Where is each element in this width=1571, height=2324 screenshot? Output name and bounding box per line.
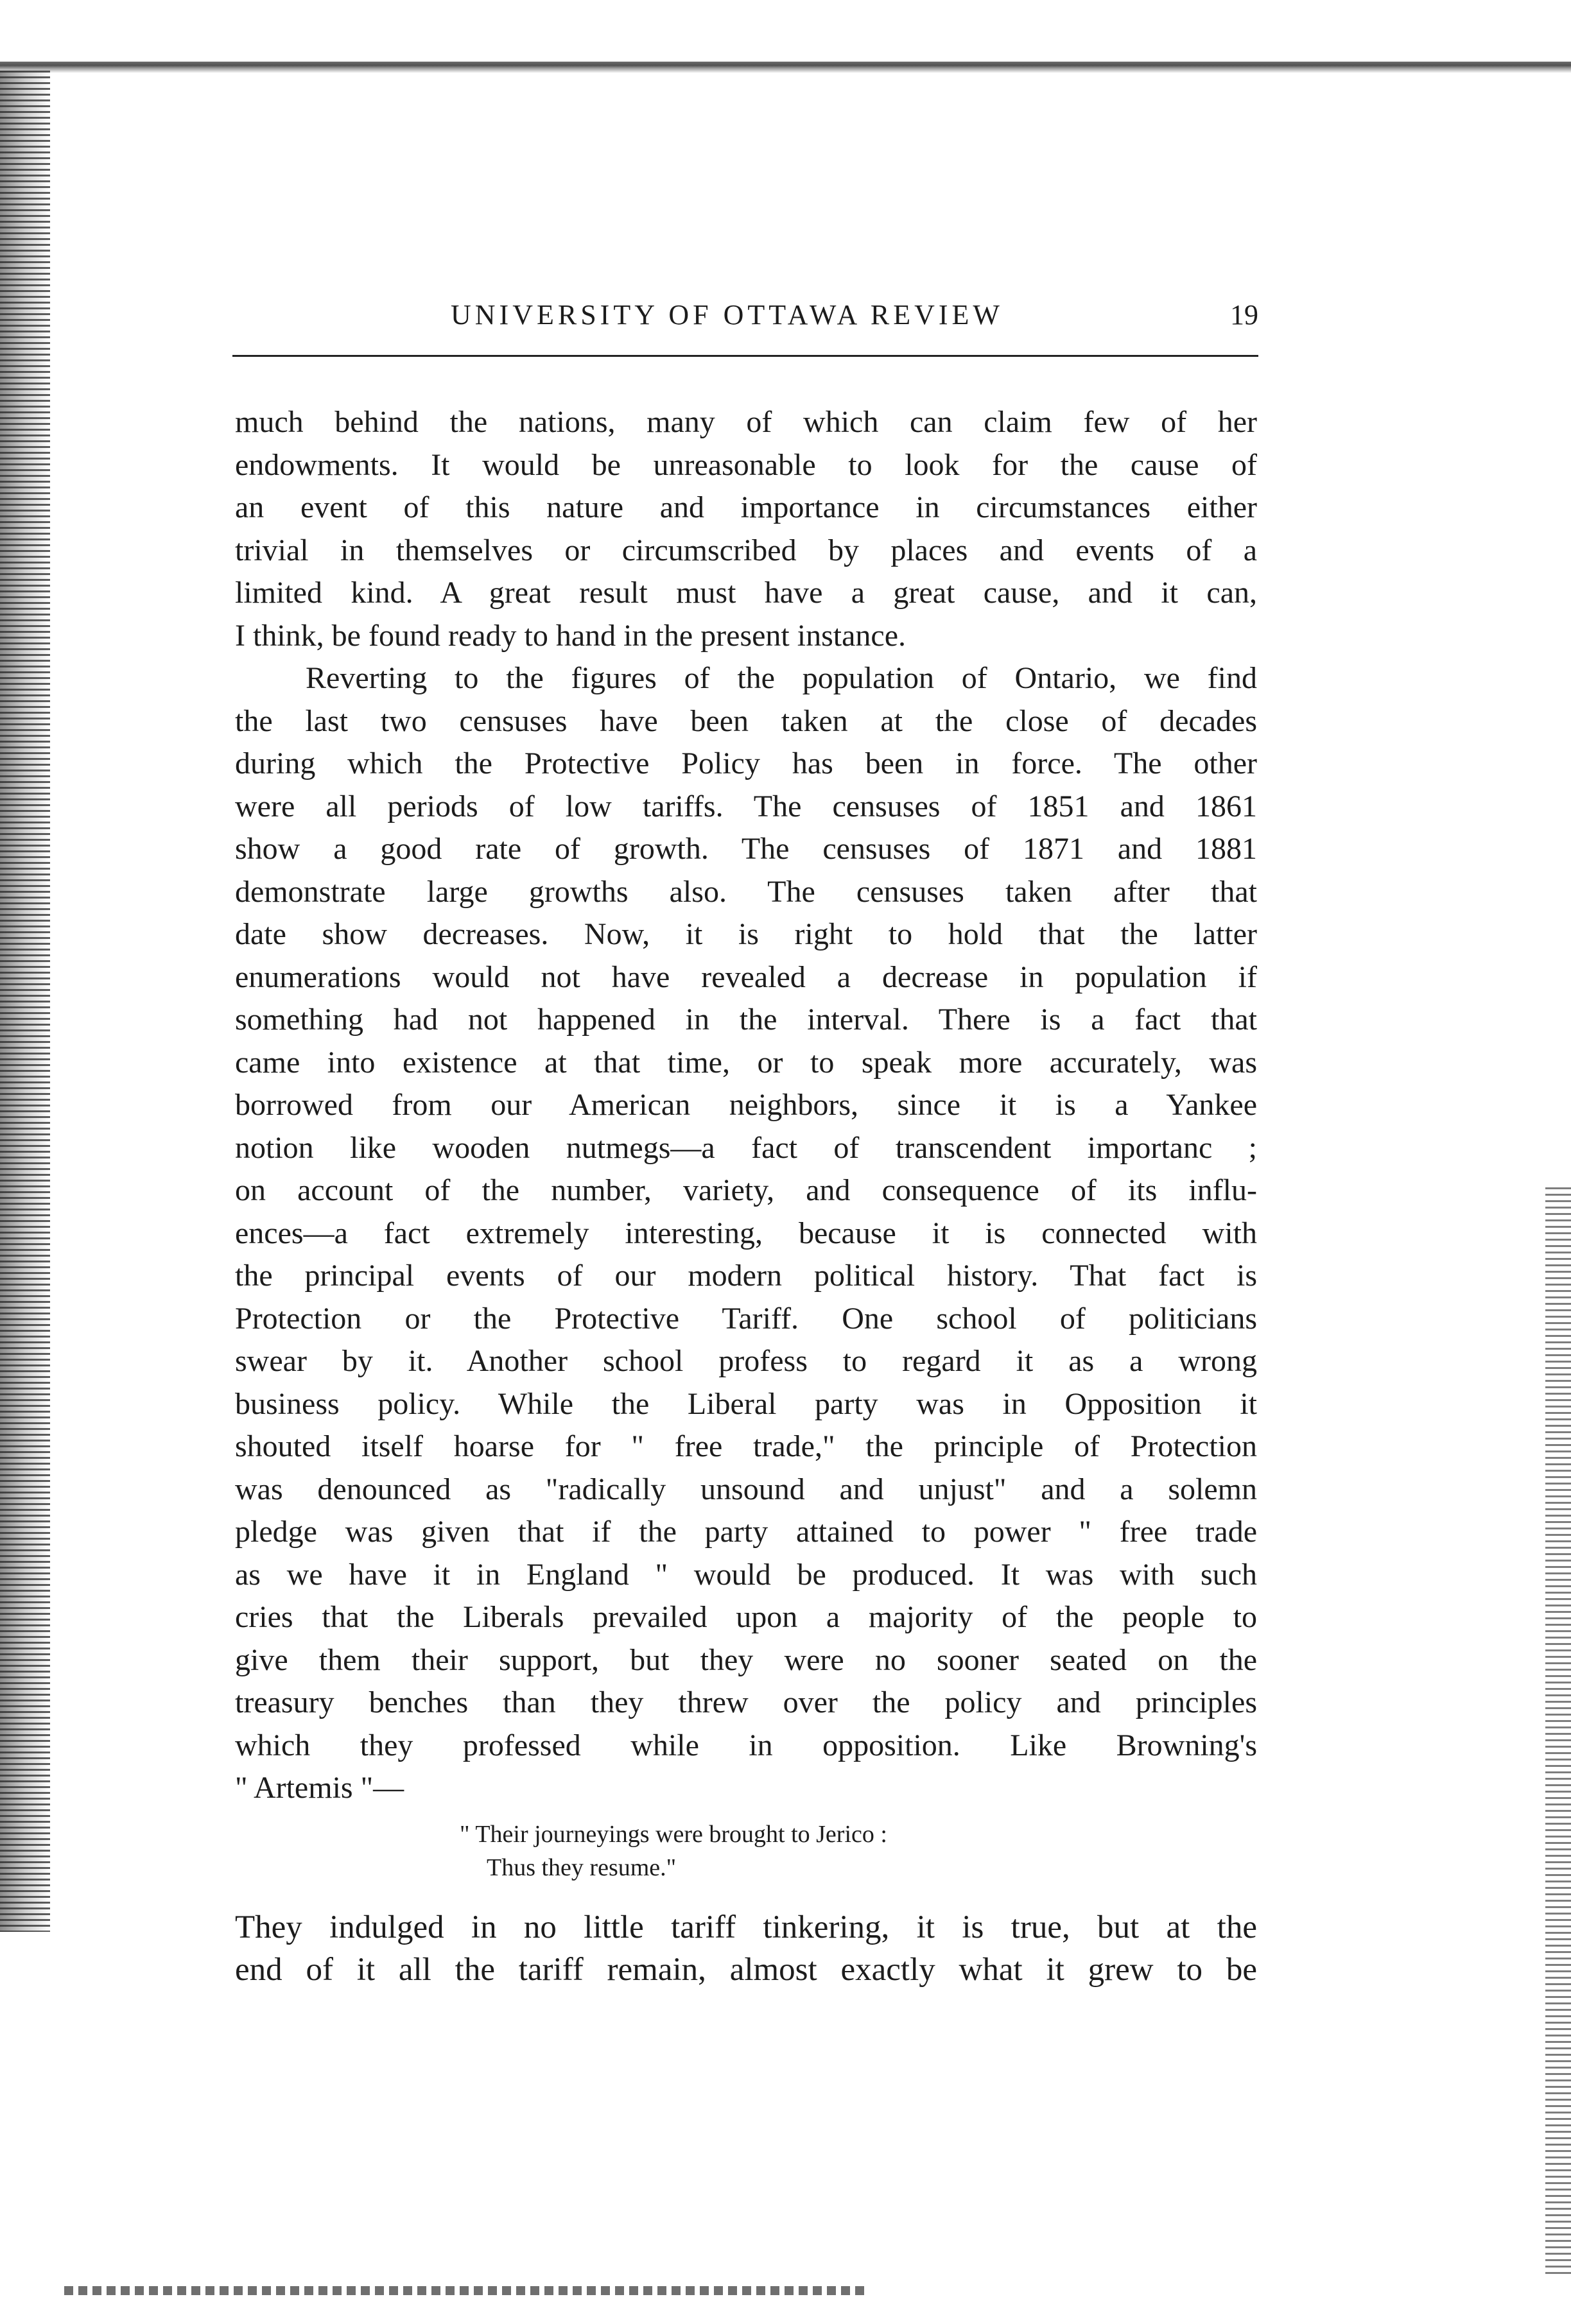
text-line: as we have it in England " would be produced. It was with such [235, 1557, 1257, 1592]
paragraph-3 [235, 1906, 1257, 1992]
text-line: end of it all the tariff remain, almost exactly what it grew to be [235, 1952, 1257, 1988]
text-line: notion like wooden nutmegs—a fact of transcendent importanc ; [235, 1130, 1257, 1165]
text-line: came into existence at that time, or to speak more accurately, was [235, 1045, 1257, 1080]
text-line: the last two censuses have been taken at the close of decades [235, 703, 1257, 738]
text-line: swear by it. Another school profess to regard it as a wrong [235, 1344, 1257, 1378]
text-line: demonstrate large growths also. The censuses taken after that [235, 874, 1257, 909]
scan-edge-left [0, 71, 50, 1932]
article-body [235, 401, 1257, 1992]
text-line: which they professed while in opposition. Like Browning's [235, 1728, 1257, 1762]
text-line: treasury benches than they threw over the policy and principles [235, 1685, 1257, 1719]
text-line: an event of this nature and importance in circumstances either [235, 490, 1257, 524]
text-line: business policy. While the Liberal party was in Opposition it [235, 1386, 1257, 1421]
text-line: enumerations would not have revealed a decrease in population if [235, 960, 1257, 994]
text-line: much behind the nations, many of which can claim few of her [235, 405, 1257, 439]
text-line: pledge was given that if the party attained to power " free trade [235, 1515, 1257, 1549]
text-line: on account of the number, variety, and consequence of its influ- [235, 1173, 1257, 1207]
paragraph-1 [235, 401, 1257, 657]
text-line: cries that the Liberals prevailed upon a majority of the people to [235, 1600, 1257, 1634]
page-number: 19 [1230, 299, 1258, 331]
text-line: I think, be found ready to hand in the present instance. [235, 618, 907, 653]
text-line: Reverting to the figures of the population of Ontario, we find [306, 661, 1257, 695]
text-line: " Artemis "— [235, 1771, 404, 1805]
text-line: show a good rate of growth. The censuses of 1871 and 1881 [235, 832, 1257, 866]
text-line: the principal events of our modern political history. That fact is [235, 1259, 1257, 1293]
text-line: borrowed from our American neighbors, since it is a Yankee [235, 1088, 1257, 1122]
page-header [232, 292, 1258, 343]
text-line: during which the Protective Policy has been in force. The other [235, 746, 1257, 780]
text-line: ences—a fact extremely interesting, because it is connected with [235, 1216, 1257, 1250]
text-line: endowments. It would be unreasonable to look for the cause of [235, 447, 1257, 482]
text-line: give them their support, but they were no sooner seated on the [235, 1642, 1257, 1677]
text-line: was denounced as "radically unsound and unjust" and a solemn [235, 1472, 1257, 1506]
text-line: They indulged in no little tariff tinkering, it is true, but at the [235, 1909, 1257, 1945]
scan-edge-top [0, 45, 1571, 76]
text-line: limited kind. A great result must have a great cause, and it can, [235, 576, 1257, 610]
paragraph-2 [235, 657, 1257, 1810]
text-line: something had not happened in the interval. There is a fact that [235, 1003, 1257, 1037]
text-line: shouted itself hoarse for " free trade," the principle of Protection [235, 1429, 1257, 1463]
text-line: date show decreases. Now, it is right to hold that the latter [235, 917, 1257, 951]
text-line: were all periods of low tariffs. The censuses of 1851 and 1861 [235, 789, 1257, 823]
running-title: UNIVERSITY OF OTTAWA REVIEW [451, 299, 1003, 331]
block-quote [235, 1818, 1257, 1884]
quote-line: Thus they resume." [487, 1854, 677, 1881]
text-line: trivial in themselves or circumscribed by places and events of a [235, 533, 1257, 567]
text-line: Protection or the Protective Tariff. One school of politicians [235, 1301, 1257, 1336]
header-rule [232, 355, 1258, 357]
quote-line: " Their journeyings were brought to Jerico : [460, 1820, 887, 1848]
scan-edge-right [1545, 1187, 1571, 2278]
scan-edge-bottom [64, 2286, 867, 2295]
